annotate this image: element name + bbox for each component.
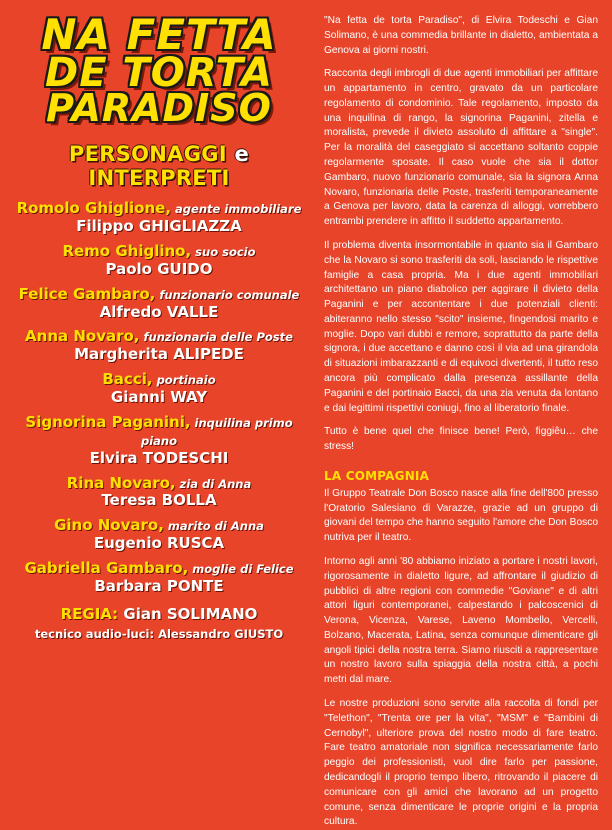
cast-role-desc: marito di Anna bbox=[163, 519, 264, 534]
credit-regia-name: Gian SOLIMANO bbox=[118, 604, 258, 623]
synopsis-paragraph: Il problema diventa insormontabile in quanto sia il Gambaro che la Novaro si sono trasferiti da soli, lasciando le rispettive famiglie a casa propria. Ma i due agenti immobiliari architettano un piano diabolico per aggirare il divieto della Paganini e per accontentare i due potenziali clienti: abiteranno nello stesso "scito" insieme, fingendosi marito e moglie. Dopo vari dubbi e remore, soprattutto da parte della signora, i due accettano e danno così il via ad una girandola di situazioni imbarazzanti e di equivoci divertenti, il tutto reso ancora più complicato dalla presenza assillante della Paganini e del portinaio Bacci, da una zia venuta da lontano e dai legittimi rispettivi coniugi, fino al liberatorio finale. bbox=[324, 239, 598, 414]
cast-actor: Teresa BOLLA bbox=[101, 491, 217, 510]
synopsis-paragraph: "Na fetta de torta Paradiso", di Elvira Todeschi e Gian Solimano, è una commedia brillante in dialetto, ambientata a Genova ai giorni nostri. bbox=[324, 15, 598, 56]
title-line-2: DE TORTA bbox=[45, 49, 273, 96]
cast-entry bbox=[6, 200, 312, 235]
cast-role-name: Rina Novaro, bbox=[66, 473, 176, 492]
company-heading: LA COMPAGNIA bbox=[324, 468, 430, 483]
cast-actor: Barbara PONTE bbox=[94, 576, 224, 595]
synopsis-paragraph: Tutto è bene quel che finisce bene! Però, figgiêu… che stress! bbox=[324, 426, 598, 453]
cast-role-desc: funzionario comunale bbox=[155, 287, 300, 302]
cast-role bbox=[6, 286, 312, 304]
poster-right-column bbox=[318, 0, 612, 828]
cast-actor: Filippo GHIGLIAZZA bbox=[76, 217, 242, 236]
synopsis-paragraph: Racconta degli imbrogli di due agenti immobiliari per affittare un appartamento in centro, gravato da un particolare regolamento di condominio. Tale regolamento, imposto da una inquilina di rango, la signorina Paganini, zitella e moralista, prevede il divieto assoluto di affittare a "single". Per la moralità del caseggiato si accettano soltanto coppie regolarmente sposate. Il caso vuole che sia il dottor Gambaro, nuovo funzionario comunale, sia la signora Anna Novaro, funzionaria delle Poste, trasferiti temporaneamente a Genova per lavoro, data la carenza di alloggi, vorrebbero entrambi prendere in affitto il suddetto appartamento. bbox=[324, 68, 598, 228]
cast-role-name: Romolo Ghiglione, bbox=[16, 199, 172, 218]
cast-role-desc: agente immobiliare bbox=[171, 202, 302, 217]
cast-entry bbox=[6, 517, 312, 552]
cast-entry bbox=[6, 475, 312, 510]
cast-role-name: Bacci, bbox=[102, 370, 153, 389]
cast-role bbox=[6, 475, 312, 493]
poster-left-column bbox=[0, 0, 318, 641]
cast-list bbox=[6, 200, 312, 594]
credit-regia-label: REGIA: bbox=[60, 604, 119, 623]
cast-actor: Elvira TODESCHI bbox=[89, 448, 229, 467]
cast-role bbox=[6, 328, 312, 346]
cast-actor: Gianni WAY bbox=[110, 388, 208, 407]
cast-heading-personaggi: PERSONAGGI bbox=[68, 142, 227, 167]
cast-heading-interpreti: INTERPRETI bbox=[88, 166, 230, 191]
cast-role bbox=[6, 200, 312, 218]
credits bbox=[6, 605, 312, 641]
cast-role-name: Felice Gambaro, bbox=[18, 284, 156, 303]
title-line-1: NA FETTA bbox=[41, 10, 277, 59]
cast-actor: Paolo GUIDO bbox=[105, 259, 213, 278]
cast-role-desc: zia di Anna bbox=[175, 476, 252, 491]
cast-role bbox=[6, 414, 312, 450]
title-line-3: PARADISO bbox=[46, 86, 272, 131]
cast-heading bbox=[6, 142, 312, 190]
cast-role bbox=[6, 243, 312, 261]
company-paragraph: Intorno agli anni '80 abbiamo iniziato a portare i nostri lavori, rigorosamente in dialetto ligure, ad affrontare il giudizio di pubblici di altre regioni con commedie "Goviane" e di altri attori liguri contemporanei, calpestando i palcoscenici di Verona, Vicenza, Varese, Laveno Mombello, Vercelli, Bolzano, Macerata, Latina, senza comunque dimenticare gli angoli tipici della nostra terra. Siamo riusciti a rappresentare un nostro lavoro sulla spiaggia della nostra città, a pochi metri dal mare. bbox=[324, 556, 598, 686]
cast-role bbox=[6, 517, 312, 535]
company-paragraph: Il Gruppo Teatrale Don Bosco nasce alla fine dell'800 presso l'Oratorio Salesiano di Varazze, grazie ad un gruppo di giovani del tempo che hanno seguito l'amore che Don Bosco nutriva per il teatro. bbox=[324, 487, 598, 544]
cast-role-name: Gabriella Gambaro, bbox=[24, 558, 189, 577]
cast-role-name: Signorina Paganini, bbox=[25, 412, 191, 431]
credit-technician: tecnico audio-luci: Alessandro GIUSTO bbox=[34, 626, 284, 641]
cast-actor: Eugenio RUSCA bbox=[93, 534, 225, 553]
cast-entry bbox=[6, 371, 312, 406]
cast-entry bbox=[6, 414, 312, 467]
cast-actor: Alfredo VALLE bbox=[99, 302, 219, 321]
poster-title bbox=[6, 10, 312, 131]
cast-role-desc: suo socio bbox=[191, 245, 256, 260]
cast-role-name: Remo Ghiglino, bbox=[62, 242, 192, 261]
cast-role-name: Gino Novaro, bbox=[54, 516, 164, 535]
cast-role-desc: inquilina primo piano bbox=[140, 415, 293, 448]
cast-entry bbox=[6, 243, 312, 278]
cast-heading-conjunction: e bbox=[226, 142, 250, 167]
cast-entry bbox=[6, 328, 312, 363]
company-paragraph: Le nostre produzioni sono servite alla raccolta di fondi per "Telethon", "Trenta ore per la vita", "MSM" e "Bambini di Cernobyl", ulteriore prova del nostro modo di fare teatro. Fare teatro amatoriale non significa necessariamente farlo peggio dei professionisti, vuol dire farlo per passione, dedicandogli il proprio tempo libero, ritrovando il piacere di comunicare con gli amici che lavorano ad un progetto comune, senza dimenticare le proprie origini e la propria cultura. bbox=[324, 698, 598, 828]
cast-actor: Margherita ALIPEDE bbox=[74, 345, 244, 364]
cast-entry bbox=[6, 286, 312, 321]
cast-role-name: Anna Novaro, bbox=[25, 327, 140, 346]
credit-regia bbox=[6, 605, 312, 623]
cast-entry bbox=[6, 560, 312, 595]
cast-role bbox=[6, 371, 312, 389]
cast-role-desc: moglie di Felice bbox=[188, 561, 294, 576]
cast-role-desc: portinaio bbox=[152, 373, 216, 388]
cast-role-desc: funzionaria delle Poste bbox=[139, 330, 293, 345]
cast-role bbox=[6, 560, 312, 578]
